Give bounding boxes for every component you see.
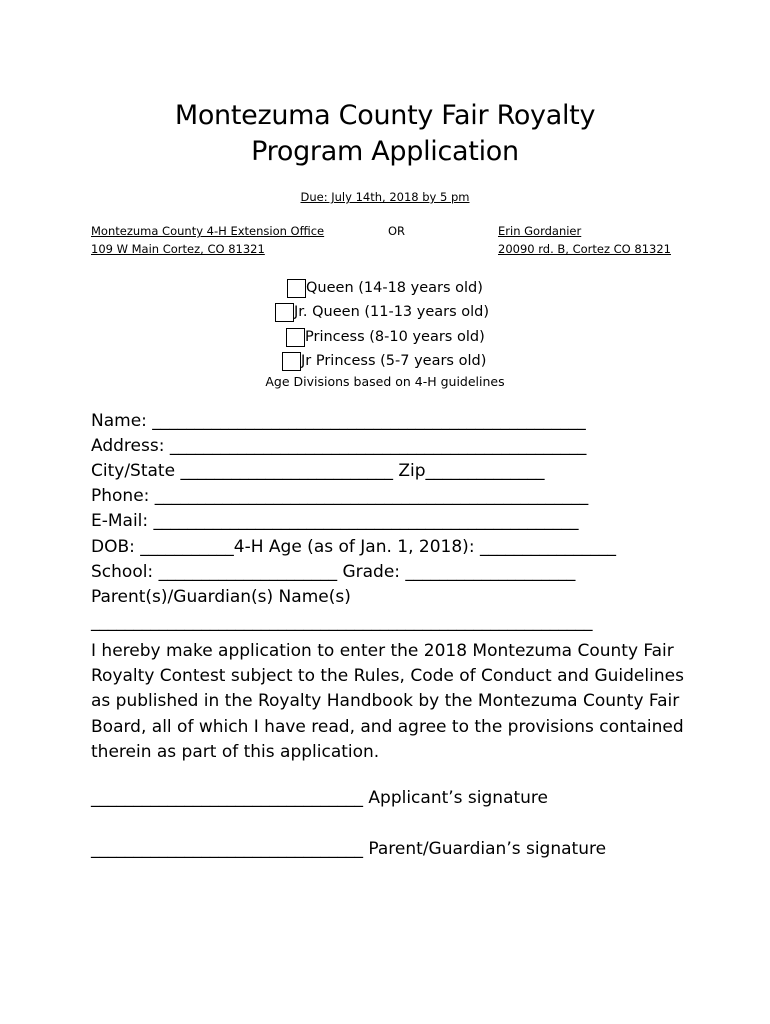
city-state-zip-field[interactable]: City/State _________________________ Zip______________ [91, 461, 545, 481]
address-field[interactable]: Address: _________________________________________________ [91, 436, 587, 456]
princess-checkbox[interactable] [286, 328, 305, 347]
title-line-2: Program Application [251, 136, 519, 167]
right-address [498, 222, 671, 258]
email-field[interactable]: E-Mail: __________________________________________________ [91, 511, 579, 531]
jr-queen-checkbox[interactable] [275, 303, 294, 322]
division-label: Princess (8-10 years old) [305, 329, 485, 345]
school-grade-field[interactable]: School: _____________________ Grade: ____________________ [91, 562, 576, 582]
applicant-signature-line[interactable]: ________________________________ Applicant’s signature [91, 788, 549, 808]
jr-princess-checkbox[interactable] [282, 352, 301, 371]
due-date: Due: July 14th, 2018 by 5 pm [300, 190, 470, 204]
division-princess[interactable] [286, 325, 485, 349]
division-label: Jr. Queen (11-13 years old) [294, 304, 490, 320]
phone-field[interactable]: Phone: ___________________________________________________ [91, 486, 589, 506]
name-field[interactable]: Name: ___________________________________________________ [91, 411, 586, 431]
division-label: Jr Princess (5-7 years old) [301, 353, 487, 369]
application-statement: I hereby make application to enter the 2018 Montezuma County Fair Royalty Contest subject to the Rules, Code of Conduct and Guidelines as published in the Royalty Handbook by the Montezuma County Fair Board, all of which I have read, and agree to the provisions contained therein as part of this application. [91, 641, 684, 762]
left-address [91, 222, 324, 258]
or-label: OR [388, 224, 406, 238]
parents-field[interactable]: ___________________________________________________________ [91, 612, 593, 632]
title-line-1: Montezuma County Fair Royalty [174, 100, 596, 131]
parent-signature-line[interactable]: ________________________________ Parent/Guardian’s signature [91, 839, 607, 859]
division-jr-princess[interactable] [282, 349, 486, 373]
left-address-line-1: Montezuma County 4-H Extension Office [91, 224, 325, 238]
division-queen[interactable] [287, 276, 483, 300]
page-title [0, 98, 770, 170]
parents-label: Parent(s)/Guardian(s) Name(s) [91, 587, 351, 607]
divisions-note: Age Divisions based on 4-H guidelines [265, 374, 505, 389]
dob-age-field[interactable]: DOB: ___________4-H Age (as of Jan. 1, 2018): ________________ [91, 537, 616, 557]
right-address-line-2: 20090 rd. B, Cortez CO 81321 [498, 242, 671, 256]
queen-checkbox[interactable] [287, 279, 306, 298]
division-jr-queen[interactable] [275, 300, 489, 324]
right-address-line-1: Erin Gordanier [498, 224, 582, 238]
division-label: Queen (14-18 years old) [306, 280, 483, 296]
left-address-line-2: 109 W Main Cortez, CO 81321 [91, 242, 265, 256]
